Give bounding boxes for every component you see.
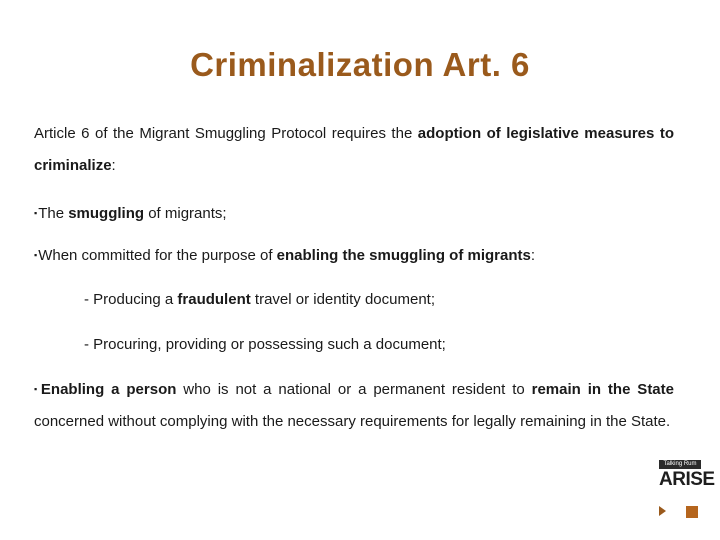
bullet-bold: smuggling [68,205,145,222]
bullet-text: : [530,247,536,264]
bullet-bold: Enabling a person [40,381,177,398]
arise-logo [659,460,715,492]
intro-bold: adoption of legislative measures to criminalize [34,125,674,174]
subitem-producing [84,289,664,311]
intro-colon: : [111,157,116,174]
bullet-marker-icon: ▪ [34,250,38,260]
bullet-bold: enabling the smuggling of migrants [276,247,531,264]
bullet-text: concerned without complying with the necessary requirements for legally remaining in the State. [34,413,671,430]
bullet-bold: remain in the State [531,381,674,398]
bullet-purpose [34,244,674,267]
slide-title: Criminalization Art. 6 [190,46,530,83]
intro-text: Article 6 of the Migrant Smuggling Protocol requires the [34,125,418,142]
subitem-text: - Producing a [84,291,178,308]
bullet-marker-icon: ▪ [34,384,40,394]
next-slide-icon[interactable] [659,506,666,516]
bullet-marker-icon: ▪ [34,208,38,218]
subitem-procuring: - Procuring, providing or possessing such a document; [84,336,446,353]
subitem-bold: fraudulent [177,291,251,308]
bullet-smuggling [34,202,674,225]
bullet-text: of migrants; [144,205,227,222]
logo-tagline: Talking Rum [659,460,701,469]
subitem-text: travel or identity document; [250,291,435,308]
bullet-enabling [34,373,674,438]
bullet-text: The [38,205,69,222]
bullet-text: who is not a national or a permanent resident to [176,381,532,398]
bullet-text: When committed for the purpose of [38,247,277,264]
logo-wordmark: ARISE [659,469,715,490]
intro-paragraph [34,118,674,182]
stop-square-icon[interactable] [686,506,698,518]
